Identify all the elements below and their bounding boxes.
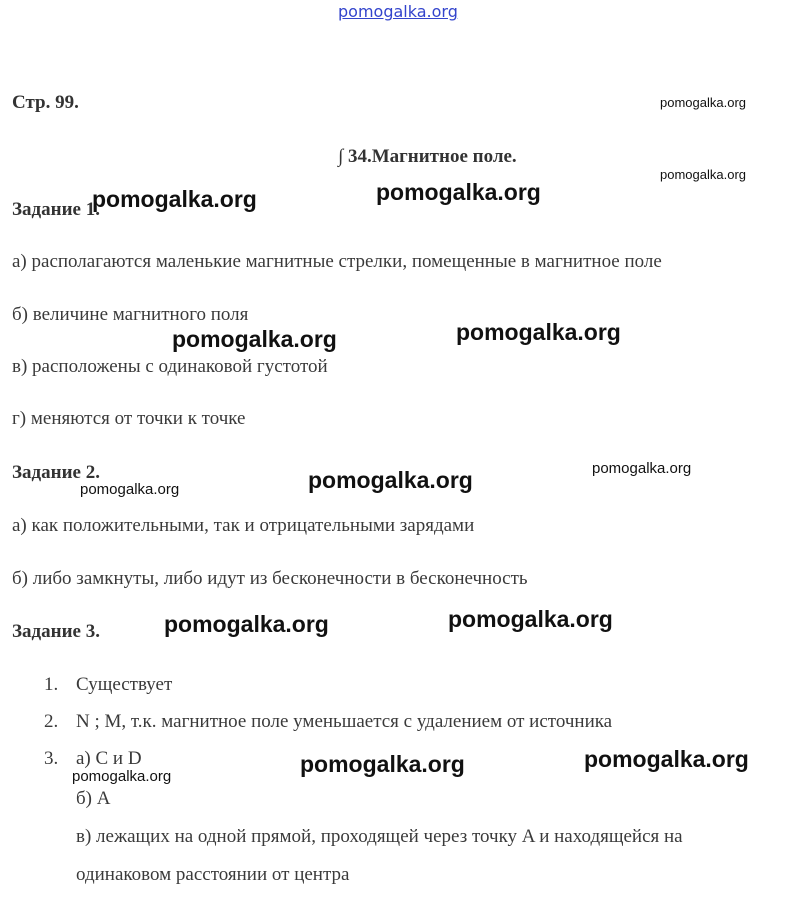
task3-item-number: 1. <box>44 674 59 695</box>
task3-item-number: 3. <box>44 748 59 769</box>
watermark: pomogalka.org <box>92 186 257 212</box>
task2-answer-a: а) как положительными, так и отрицательными зарядами <box>12 515 475 536</box>
task3-item <box>44 711 612 733</box>
header-site-link[interactable]: pomogalka.org <box>338 2 458 21</box>
section-title: ∫ 34.Магнитное поле. <box>338 146 517 167</box>
task3-sub-c-cont: одинаковом расстоянии от центра <box>76 864 350 885</box>
watermark: pomogalka.org <box>660 95 746 110</box>
task1-answer-c: в) расположены с одинаковой густотой <box>12 356 328 377</box>
task1-heading: Задание 1. <box>12 199 100 220</box>
watermark: pomogalka.org <box>376 179 541 205</box>
task2-answer-b: б) либо замкнуты, либо идут из бесконечности в бесконечность <box>12 568 528 589</box>
watermark: pomogalka.org <box>660 167 746 182</box>
task3-item-text: Существует <box>76 674 173 695</box>
watermark: pomogalka.org <box>308 467 473 493</box>
task3-item-text: а) C и D <box>76 748 142 769</box>
watermark: pomogalka.org <box>300 751 465 777</box>
watermark: pomogalka.org <box>592 460 692 477</box>
page-number-label: Стр. 99. <box>12 92 79 113</box>
watermark: pomogalka.org <box>584 746 749 772</box>
watermark: pomogalka.org <box>448 606 613 632</box>
task3-item <box>44 674 172 696</box>
task3-heading: Задание 3. <box>12 621 100 642</box>
watermark: pomogalka.org <box>72 768 172 785</box>
task1-answer-a: а) располагаются маленькие магнитные стрелки, помещенные в магнитное поле <box>12 251 662 272</box>
task2-heading: Задание 2. <box>12 462 100 483</box>
task3-item-text: N ; M, т.к. магнитное поле уменьшается с удалением от источника <box>76 711 613 732</box>
task3-item-number: 2. <box>44 711 59 732</box>
task1-answer-d: г) меняются от точки к точке <box>12 408 246 429</box>
task3-item <box>44 748 142 770</box>
watermark: pomogalka.org <box>164 611 329 637</box>
task3-sub-b: б) A <box>76 788 111 809</box>
watermark: pomogalka.org <box>80 481 180 498</box>
task3-sub-c: в) лежащих на одной прямой, проходящей через точку A и находящейся на <box>76 826 683 847</box>
watermark: pomogalka.org <box>456 319 621 345</box>
watermark: pomogalka.org <box>172 326 337 352</box>
task1-answer-b: б) величине магнитного поля <box>12 304 249 325</box>
